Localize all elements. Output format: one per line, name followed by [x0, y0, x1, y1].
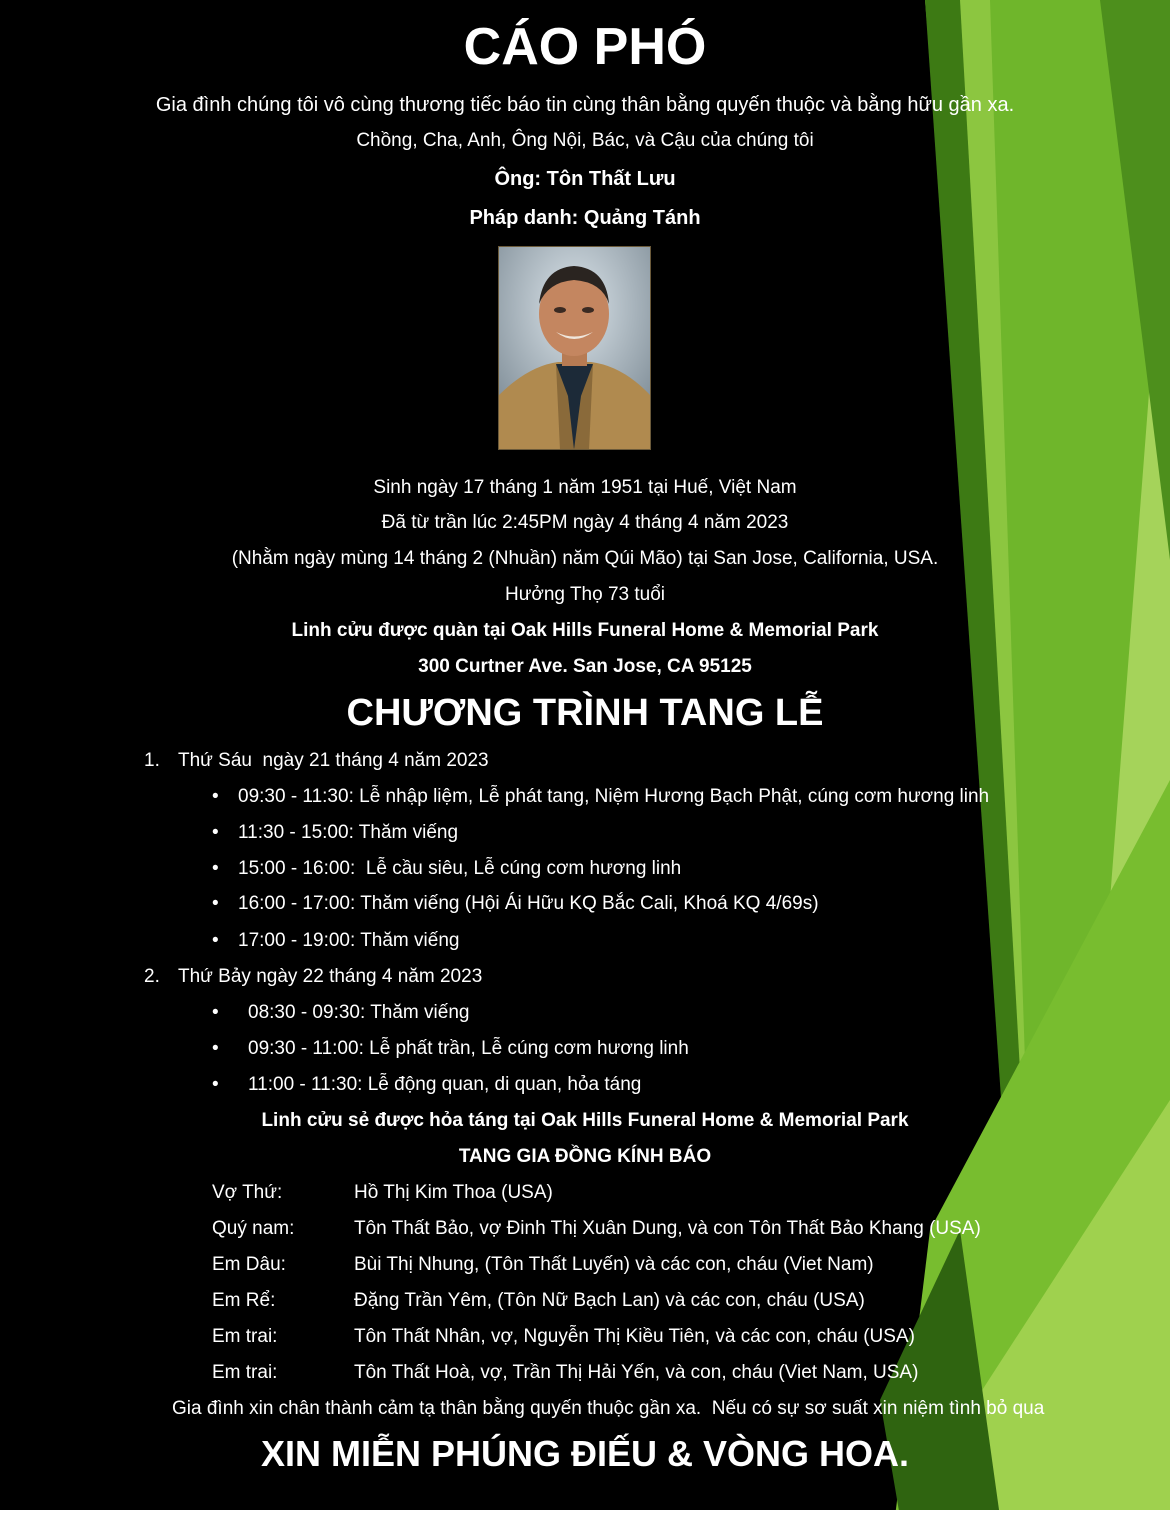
bullet-dot: • [212, 893, 219, 914]
closing-notice: XIN MIỄN PHÚNG ĐIẾU & VÒNG HOA. [260, 1433, 910, 1474]
dharma-name: Pháp danh: Quảng Tánh [469, 207, 701, 229]
portrait-photo [498, 246, 651, 450]
family-member: Hồ Thị Kim Thoa (USA) [354, 1182, 553, 1203]
day-number: 1. [144, 750, 160, 771]
schedule-item: 08:30 - 09:30: Thăm viếng [248, 1002, 470, 1023]
relations-text: Chồng, Cha, Anh, Ông Nội, Bác, và Cậu của chúng tôi [356, 130, 814, 151]
family-member: Bùi Thị Nhung, (Tôn Thất Luyến) và các con, cháu (Viet Nam) [354, 1254, 874, 1275]
day-label: Thứ Sáu ngày 21 tháng 4 năm 2023 [178, 750, 489, 771]
family-relation: Quý nam: [212, 1218, 295, 1239]
lunar-date: (Nhằm ngày mùng 14 tháng 2 (Nhuần) năm Qúi Mão) tại San Jose, California, USA. [231, 548, 939, 569]
family-member: Tôn Thất Nhân, vợ, Nguyễn Thị Kiều Tiên, và các con, cháu (USA) [354, 1326, 915, 1347]
schedule-item: 09:30 - 11:30: Lễ nhập liệm, Lễ phát tang, Niệm Hương Bạch Phật, cúng cơm hương linh [238, 786, 990, 807]
family-relation: Em trai: [212, 1362, 278, 1383]
page-title: CÁO PHÓ [463, 18, 707, 76]
family-member: Đặng Trần Yêm, (Tôn Nữ Bạch Lan) và các con, cháu (USA) [354, 1290, 865, 1311]
bullet-dot: • [212, 930, 219, 951]
day-number: 2. [144, 966, 160, 987]
bullet-dot: • [212, 1074, 219, 1095]
schedule-item: 15:00 - 16:00: Lễ cầu siêu, Lễ cúng cơm hương linh [238, 858, 682, 879]
schedule-item: 17:00 - 19:00: Thăm viếng [238, 930, 460, 951]
bullet-dot: • [212, 1038, 219, 1059]
family-member: Tôn Thất Hoà, vợ, Trần Thị Hải Yến, và con, cháu (Viet Nam, USA) [354, 1362, 919, 1383]
bullet-dot: • [212, 858, 219, 879]
schedule-item: 11:30 - 15:00: Thăm viếng [238, 822, 459, 843]
deceased-name: Ông: Tôn Thất Lưu [494, 168, 676, 190]
family-heading: TANG GIA ĐỒNG KÍNH BÁO [458, 1146, 712, 1167]
bullet-dot: • [212, 1002, 219, 1023]
age-text: Hưởng Thọ 73 tuổi [504, 584, 666, 605]
birth-date: Sinh ngày 17 tháng 1 năm 1951 tại Huế, Việt Nam [373, 477, 797, 498]
bullet-dot: • [212, 786, 219, 807]
thanks-text: Gia đình xin chân thành cảm tạ thân bằng quyến thuộc gần xa. Nếu có sự sơ suất xin niệm tình bỏ qua [172, 1398, 1045, 1419]
bullet-dot: • [212, 822, 219, 843]
family-relation: Em Rể: [212, 1290, 276, 1311]
cremation-text: Linh cửu sẻ được hỏa táng tại Oak Hills Funeral Home & Memorial Park [261, 1110, 909, 1131]
schedule-item: 09:30 - 11:00: Lễ phất trần, Lễ cúng cơm hương linh [248, 1038, 689, 1059]
family-relation: Em Dâu: [212, 1254, 286, 1275]
family-relation: Em trai: [212, 1326, 278, 1347]
death-date: Đã từ trần lúc 2:45PM ngày 4 tháng 4 năm 2023 [381, 512, 789, 533]
family-relation: Vợ Thứ: [212, 1182, 283, 1203]
schedule-item: 16:00 - 17:00: Thăm viếng (Hội Ái Hữu KQ Bắc Cali, Khoá KQ 4/69s) [238, 893, 819, 914]
program-heading: CHƯƠNG TRÌNH TANG LỄ [346, 692, 824, 734]
day-label: Thứ Bảy ngày 22 tháng 4 năm 2023 [178, 966, 483, 987]
schedule-item: 11:00 - 11:30: Lễ động quan, di quan, hỏa táng [248, 1074, 642, 1095]
venue-text: Linh cửu được quàn tại Oak Hills Funeral Home & Memorial Park [291, 620, 879, 641]
family-member: Tôn Thất Bảo, vợ Đinh Thị Xuân Dung, và con Tôn Thất Bảo Khang (USA) [354, 1218, 981, 1239]
announcement-text: Gia đình chúng tôi vô cùng thương tiếc báo tin cùng thân bằng quyến thuộc và bằng hữu gần xa. [155, 94, 1015, 116]
venue-address: 300 Curtner Ave. San Jose, CA 95125 [418, 656, 752, 677]
